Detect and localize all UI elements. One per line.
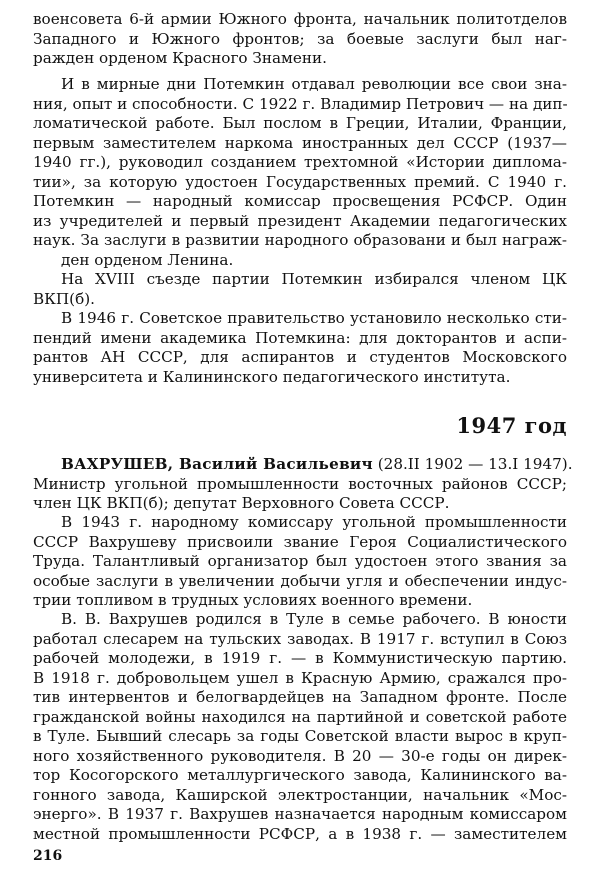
entry-first-line (33, 455, 573, 475)
text-line: тив интервентов и белогвардейцев на Западном фронте. После (33, 688, 567, 706)
text-line: особые заслуги в увеличении добычи угля и обеспечении индус- (33, 571, 567, 590)
text-line: В 1918 г. добровольцем ушел в Красную Армию, сражался про- (33, 668, 567, 687)
text-line: В 1946 г. Советское правительство установило несколько сти- (61, 309, 567, 327)
text-line: рантов АН СССР, для аспирантов и студентов Московского (33, 348, 567, 366)
text-line: рабочей молодежи, в 1919 г. — в Коммунистическую партию. (33, 649, 567, 667)
intro-paragraph (33, 10, 567, 69)
text-line: работал слесарем на тульских заводах. В 1917 г. вступил в Союз (33, 629, 567, 648)
text-line: 1940 гг.), руководил созданием трехтомной «Истории диплома- (33, 153, 567, 171)
text-line: ломатической работе. Был послом в Греции, Италии, Франции, (33, 114, 567, 132)
potemkin-paragraph-1 (33, 75, 567, 270)
text-line: Западного и Южного фронтов; за боевые заслуги был наг- (33, 29, 567, 48)
person-name: ВАХРУШЕВ, Василий Васильевич (61, 455, 373, 473)
text-line: В. В. Вахрушев родился в Туле в семье рабочего. В юности (61, 610, 567, 628)
text-line: ден орденом Ленина. (61, 250, 234, 269)
text-line: пендий имени академика Потемкина: для докторантов и аспи- (33, 328, 567, 347)
vakhrushev-paragraph-2 (33, 513, 567, 611)
text-line: энерго». В 1937 г. Вахрушев назначается народным комиссаром (33, 805, 567, 823)
text-line: ния, опыт и способности. С 1922 г. Владимир Петрович — на дип- (33, 94, 568, 113)
potemkin-paragraph-2 (33, 270, 567, 309)
text-line: военсовета 6-й армии Южного фронта, начальник политотделов (33, 10, 567, 28)
text-line: гонного завода, Каширской электростанции, начальник «Мос- (33, 785, 567, 804)
text-line: наук. За заслуги в развитии народного образовани и был награж- (33, 231, 567, 249)
text-line: тор Косогорского металлургического завода, Калининского ва- (33, 766, 567, 784)
text-line: ного хозяйственного руководителя. В 20 — 30-е годы он дирек- (33, 746, 567, 765)
text-line: член ЦК ВКП(б); депутат Верховного Совета СССР. (33, 494, 450, 512)
page-number: 216 (33, 848, 63, 864)
text-line: трии топливом в трудных условиях военного времени. (33, 591, 473, 609)
text-line: Труда. Талантливый организатор был удостоен этого звания за (33, 552, 567, 570)
text-line: ражден орденом Красного Знамени. (33, 49, 327, 67)
potemkin-paragraph-3 (33, 309, 567, 387)
text-line: местной промышленности РСФСР, а в 1938 г. — заместителем (33, 824, 567, 843)
vakhrushev-paragraph-3 (33, 610, 567, 844)
text-line: Министр угольной промышленности восточных районов СССР; (33, 474, 567, 493)
life-dates: (28.II 1902 — 13.I 1947). (372, 455, 573, 473)
text-line: тии», за которую удостоен Государственных премий. С 1940 г. (33, 172, 567, 191)
text-line: На XVIII съезде партии Потемкин избирался членом ЦК (61, 270, 567, 288)
text-line: первым заместителем наркома иностранных дел СССР (1937— (33, 133, 567, 152)
year-heading: 1947 год (456, 413, 567, 438)
vakhrushev-entry-header (33, 455, 573, 514)
text-line: И в мирные дни Потемкин отдавал революции все свои зна- (61, 75, 567, 93)
text-line: университета и Калининского педагогического института. (33, 367, 511, 386)
text-line: В 1943 г. народному комиссару угольной промышленности (61, 513, 567, 531)
text-line: гражданской войны находился на партийной и советской работе (33, 707, 567, 726)
text-line: в Туле. Бывший слесарь за годы Советской власти вырос в круп- (33, 727, 567, 745)
text-line: СССР Вахрушеву присвоили звание Героя Социалистического (33, 532, 567, 551)
text-line: Потемкин — народный комиссар просвещения РСФСР. Один (33, 192, 567, 210)
text-line: ВКП(б). (33, 289, 95, 308)
text-line: из учредителей и первый президент Академии педагогических (33, 211, 567, 230)
